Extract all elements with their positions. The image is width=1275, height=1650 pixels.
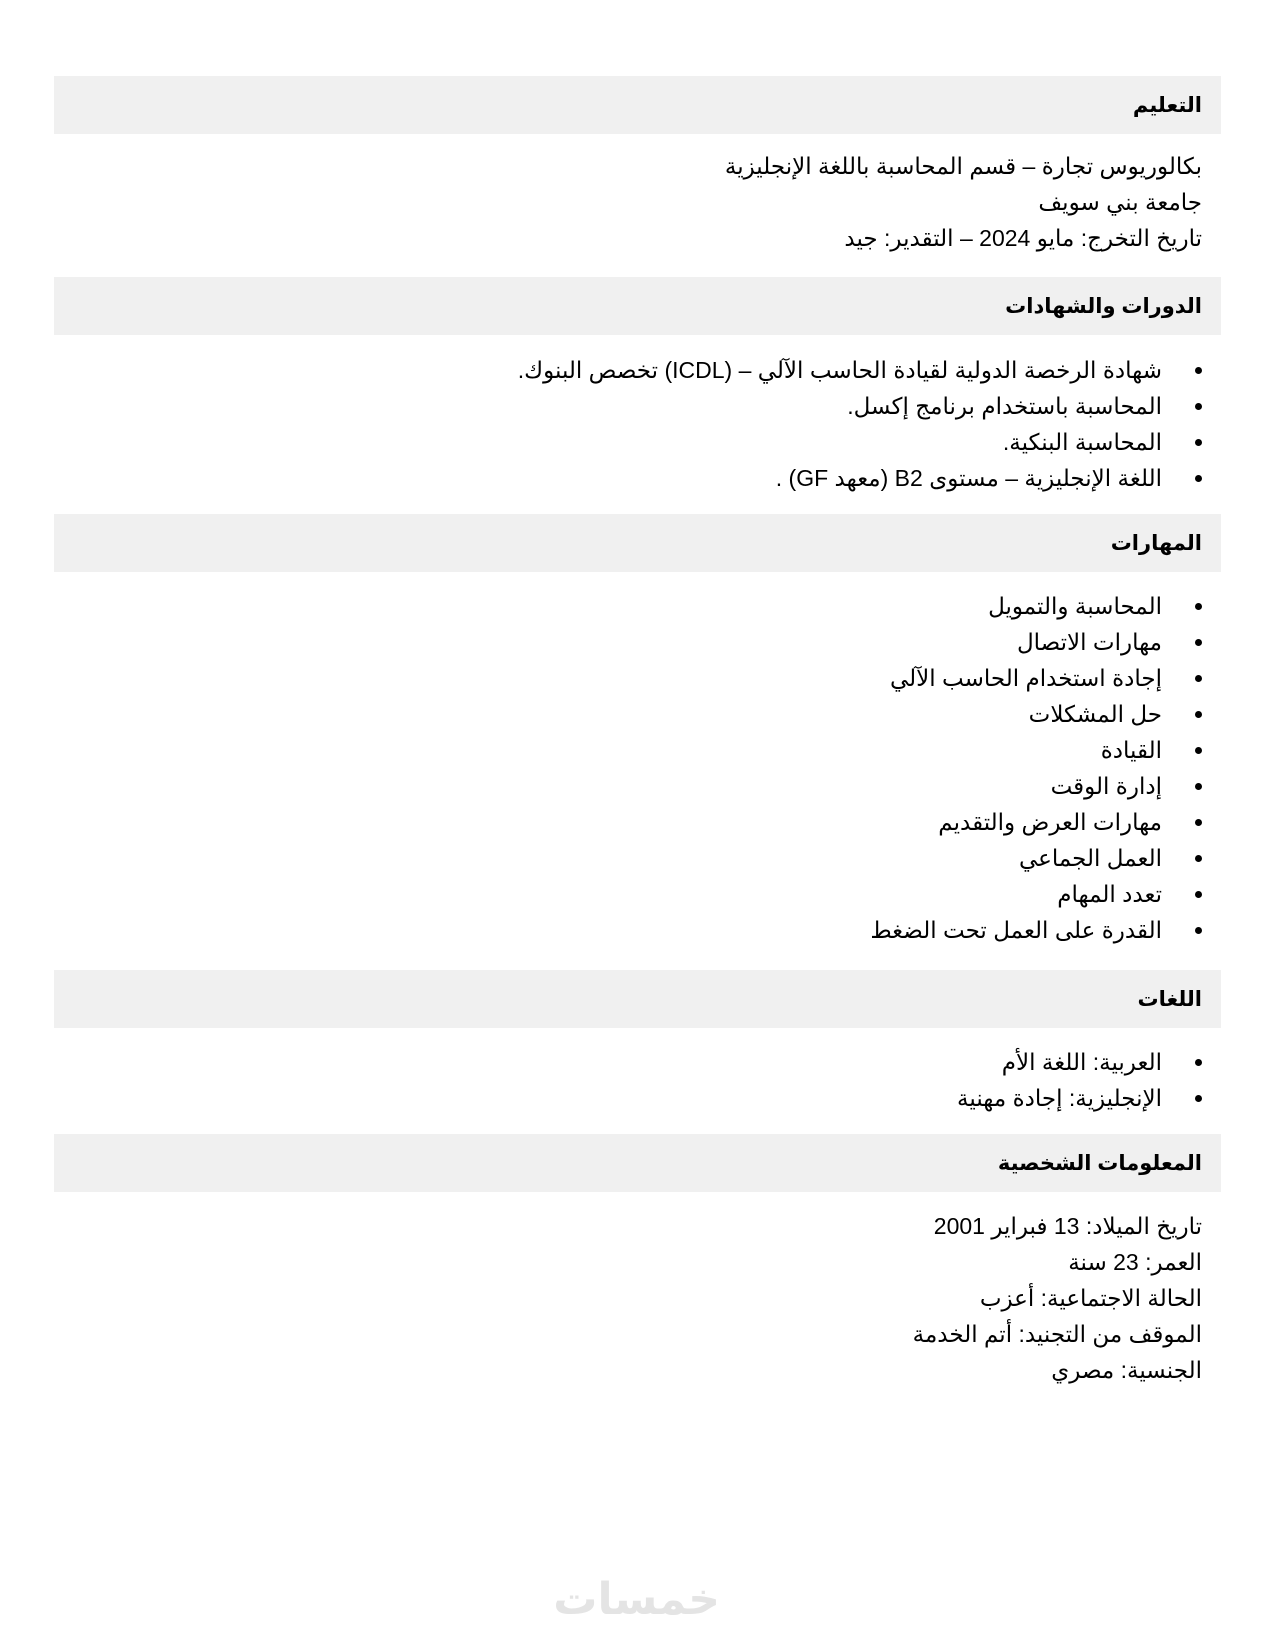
section-header-personal-info <box>54 1134 1221 1192</box>
list-item <box>102 352 1202 388</box>
section-title-languages: اللغات <box>1137 987 1202 1011</box>
bullet-icon <box>1195 783 1202 790</box>
course-text: المحاسبة باستخدام برنامج إكسل. <box>847 393 1162 419</box>
section-title-skills: المهارات <box>1110 531 1202 555</box>
course-text: المحاسبة البنكية. <box>1002 429 1162 455</box>
bullet-icon <box>1195 891 1202 898</box>
skills-list <box>102 588 1202 948</box>
khamsat-watermark-logo: خمسات <box>553 1575 720 1624</box>
skill-text: مهارات العرض والتقديم <box>938 809 1162 835</box>
list-item <box>102 588 1202 624</box>
military-status: الموقف من التجنيد: أتم الخدمة <box>912 1321 1202 1347</box>
language-text: العربية: اللغة الأم <box>1001 1049 1162 1075</box>
list-item <box>102 696 1202 732</box>
bullet-icon <box>1195 403 1202 410</box>
bullet-icon <box>1195 927 1202 934</box>
section-title-personal-info: المعلومات الشخصية <box>997 1151 1202 1175</box>
bullet-icon <box>1195 1095 1202 1102</box>
bullet-icon <box>1195 747 1202 754</box>
list-item <box>102 768 1202 804</box>
bullet-icon <box>1195 639 1202 646</box>
list-item <box>102 912 1202 948</box>
skill-text: القيادة <box>1100 737 1162 763</box>
bullet-icon <box>1195 475 1202 482</box>
skill-text: إدارة الوقت <box>1050 773 1162 799</box>
age: العمر: 23 سنة <box>1068 1249 1202 1275</box>
education-details <box>102 148 1202 256</box>
courses-list <box>102 352 1202 496</box>
list-item <box>102 460 1202 496</box>
section-header-skills <box>54 514 1221 572</box>
section-title-courses: الدورات والشهادات <box>1005 294 1202 318</box>
bullet-icon <box>1195 439 1202 446</box>
list-item <box>102 624 1202 660</box>
section-header-education <box>54 76 1221 134</box>
section-title-education: التعليم <box>1132 93 1202 117</box>
marital-status: الحالة الاجتماعية: أعزب <box>979 1285 1202 1311</box>
list-item <box>102 732 1202 768</box>
bullet-icon <box>1195 1059 1202 1066</box>
skill-text: إجادة استخدام الحاسب الآلي <box>889 665 1162 691</box>
personal-info-details <box>102 1208 1202 1388</box>
section-header-languages <box>54 970 1221 1028</box>
bullet-icon <box>1195 711 1202 718</box>
list-item <box>102 876 1202 912</box>
list-item <box>102 424 1202 460</box>
skill-text: تعدد المهام <box>1057 881 1162 907</box>
skill-text: القدرة على العمل تحت الضغط <box>870 917 1162 943</box>
list-item <box>102 388 1202 424</box>
course-text: شهادة الرخصة الدولية لقيادة الحاسب الآلي – (ICDL) تخصص البنوك. <box>517 357 1162 383</box>
list-item <box>102 1044 1202 1080</box>
section-header-courses <box>54 277 1221 335</box>
course-text: اللغة الإنجليزية – مستوى B2 (معهد GF) . <box>775 465 1162 491</box>
bullet-icon <box>1195 675 1202 682</box>
list-item <box>102 1080 1202 1116</box>
education-degree: بكالوريوس تجارة – قسم المحاسبة باللغة الإنجليزية <box>724 153 1202 179</box>
education-university: جامعة بني سويف <box>1038 189 1202 215</box>
skill-text: مهارات الاتصال <box>1016 629 1162 655</box>
birth-date: تاريخ الميلاد: 13 فبراير 2001 <box>933 1213 1202 1239</box>
list-item <box>102 660 1202 696</box>
list-item <box>102 804 1202 840</box>
language-text: الإنجليزية: إجادة مهنية <box>957 1085 1162 1111</box>
education-graduation: تاريخ التخرج: مايو 2024 – التقدير: جيد <box>844 225 1202 251</box>
bullet-icon <box>1195 819 1202 826</box>
skill-text: المحاسبة والتمويل <box>988 593 1162 619</box>
skill-text: العمل الجماعي <box>1018 845 1162 871</box>
nationality: الجنسية: مصري <box>1051 1357 1202 1383</box>
skill-text: حل المشكلات <box>1028 701 1162 727</box>
languages-list <box>102 1044 1202 1116</box>
list-item <box>102 840 1202 876</box>
bullet-icon <box>1195 603 1202 610</box>
bullet-icon <box>1195 855 1202 862</box>
bullet-icon <box>1195 367 1202 374</box>
